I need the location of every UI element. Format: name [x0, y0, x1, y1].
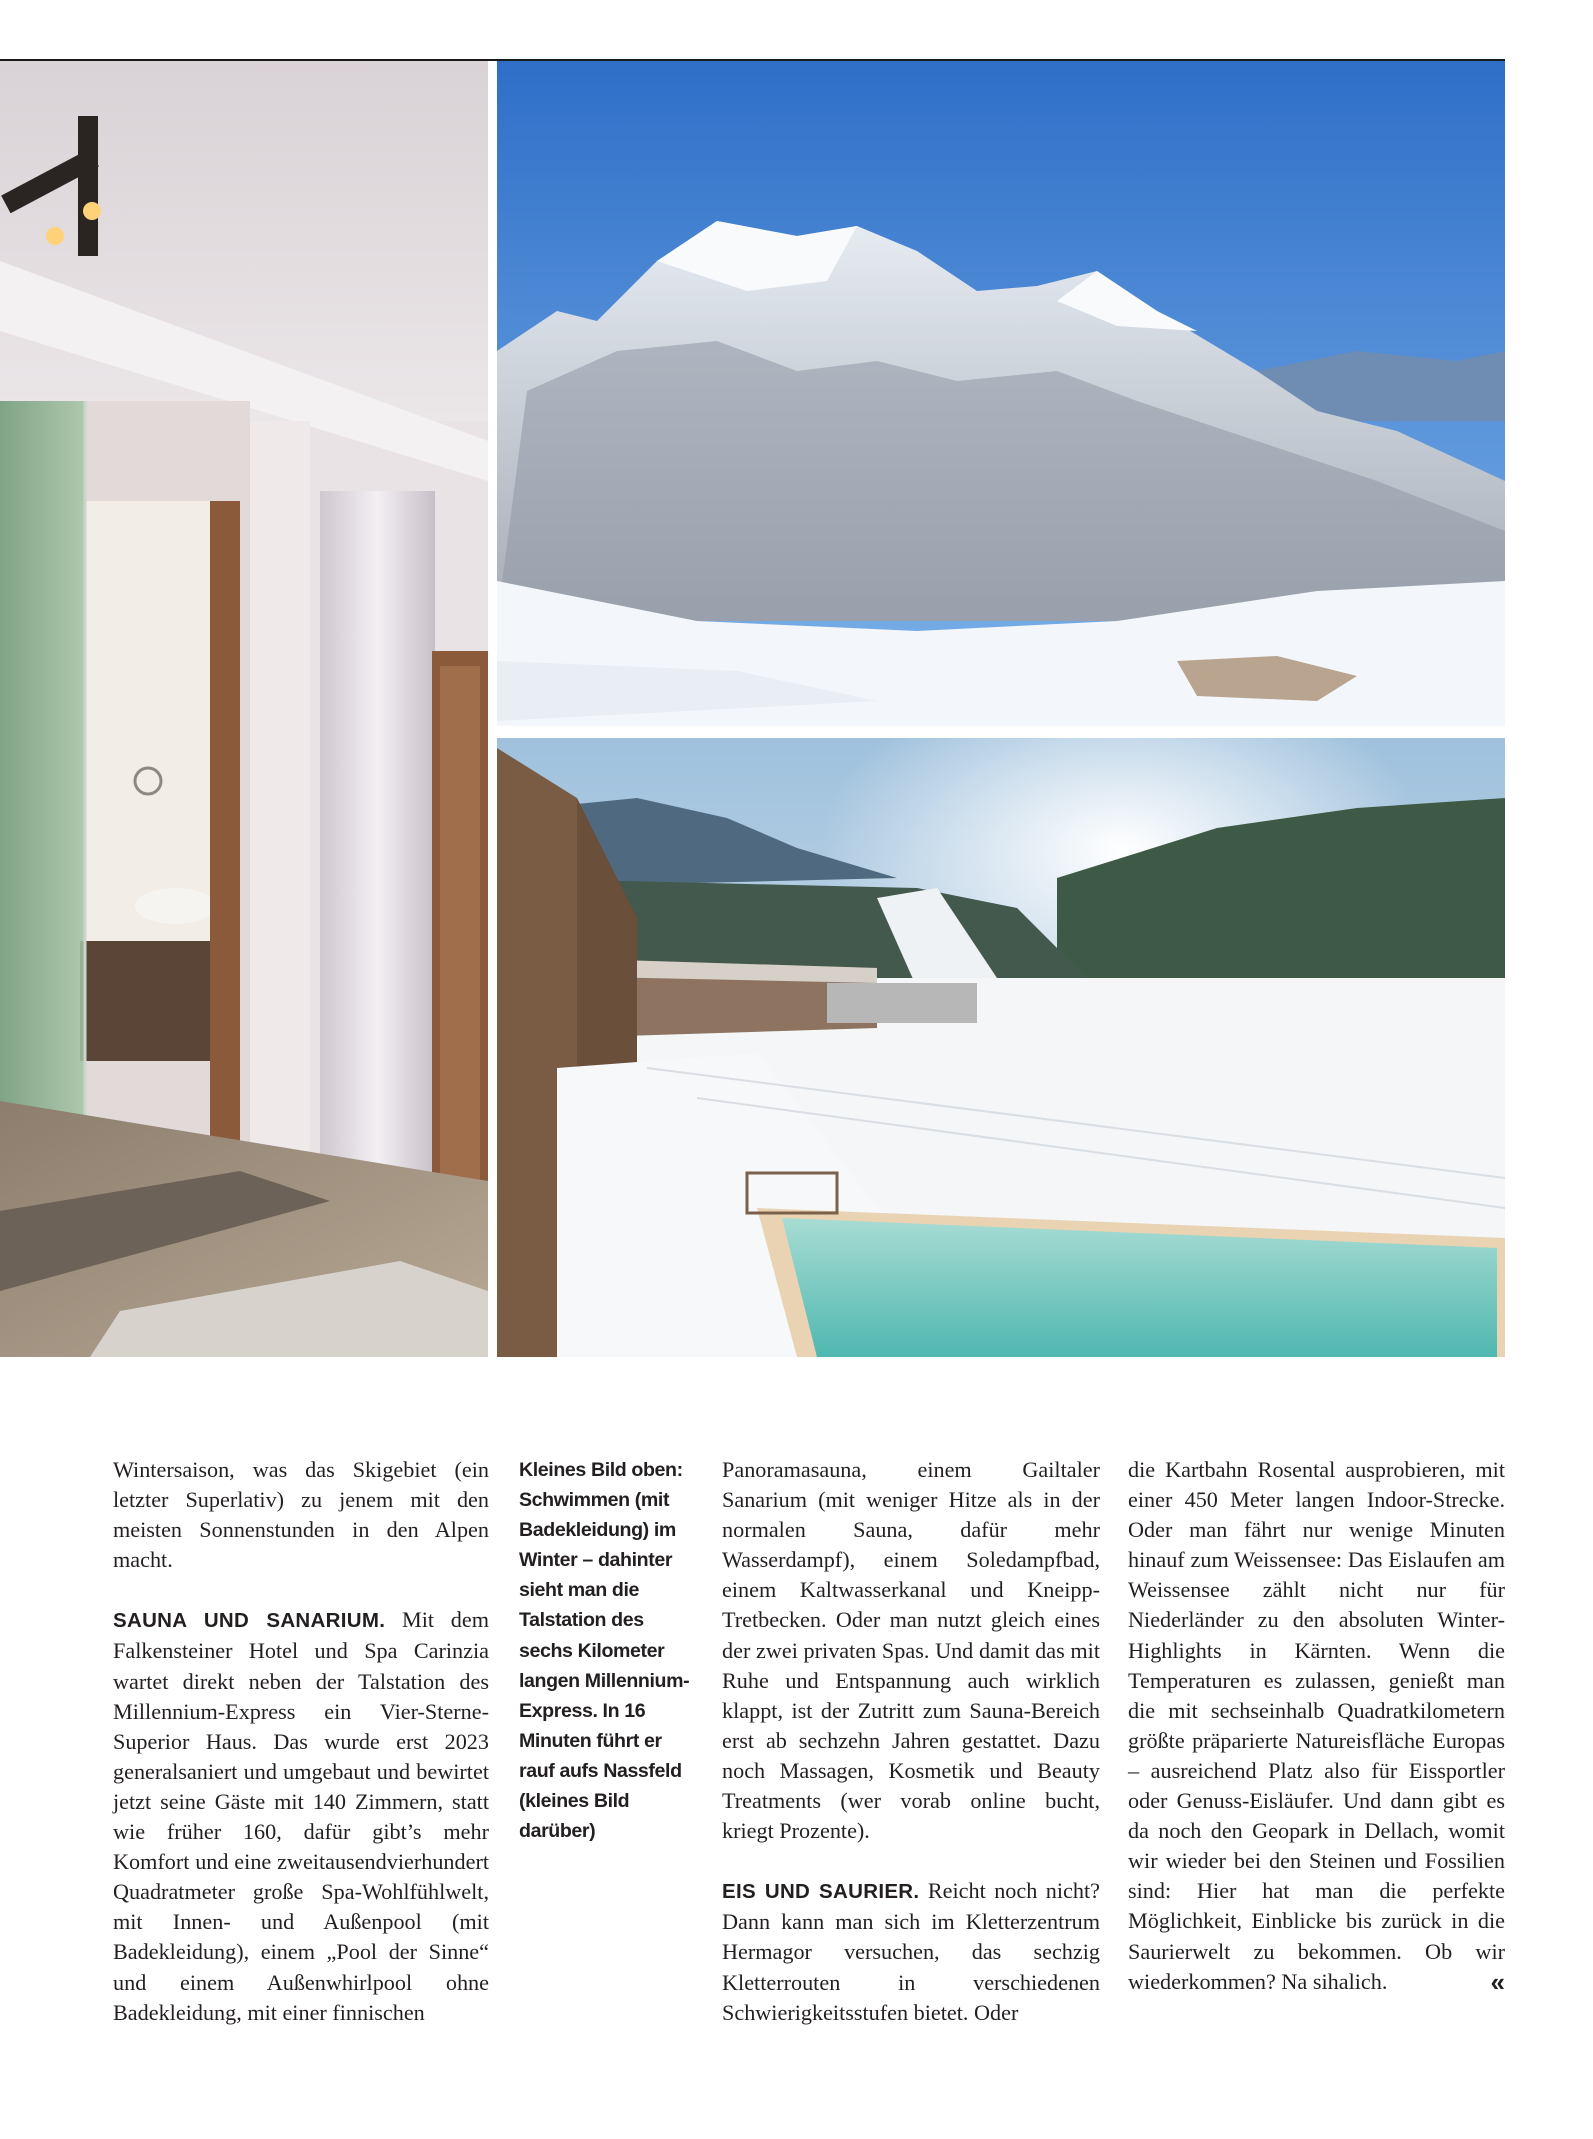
paragraph-kartbahn [1128, 1455, 1505, 1997]
subhead-eis-und-saurier: EIS UND SAURIER. [722, 1880, 920, 1904]
article-column-3 [722, 1455, 1100, 2028]
photo-snowy-mountain [497, 61, 1505, 726]
paragraph-eis [722, 1876, 1100, 2027]
paragraph-sauna [113, 1605, 489, 2027]
article-column-4 [1128, 1455, 1505, 1997]
end-of-article-mark: « [1490, 1966, 1505, 1997]
paragraph-sauna-text: Mit dem Falkensteiner Hotel und Spa Carinzia wartet direkt neben der Talstation des Millennium-Express ein Vier-Sterne-Superior Haus. Das wurde erst 2023 generalsaniert und umgebaut und bewirtet jetzt seine Gäste mit 140 Zimmern, statt wie früher 160, dafür gibt’s mehr Komfort und eine zweitausendvierhundert Quadratmeter große Spa-Wohlfühlwelt, mit Innen- und Außenpool (mit Badekleidung), einem „Pool der Sinne“ und einem Außenwhirlpool ohne Badekleidung, mit einer finnischen [113, 1607, 489, 2025]
paragraph-wintersaison: Wintersaison, was das Skigebiet (ein letzter Superlativ) zu jenem mit den meisten Sonnenstunden in den Alpen macht. [113, 1457, 489, 1573]
article-column-1 [113, 1455, 489, 2028]
paragraph-panoramasauna: Panoramasauna, einem Gailtaler Sanarium (mit weniger Hitze als in der normalen Sauna, dafür mehr Wasserdampf), einem Soledampfbad, einem Kaltwasserkanal und Kneipp-Tretbecken. Oder man nutzt gleich eines der zwei privaten Spas. Und damit das mit Ruhe und Entspannung auch wirklich klappt, ist der Zutritt zum Sauna-Bereich erst ab sechzehn Jahren gestattet. Dazu noch Massagen, Kosmetik und Beauty Treatments (wer vorab online bucht, kriegt Prozente). [722, 1457, 1100, 1844]
photo-spa-resort-winter [497, 738, 1505, 1357]
photo-caption: Kleines Bild oben: Schwimmen (mit Badekleidung) im Winter – dahinter sieht man die Talstation des sechs Kilometer langen Millennium-Express. In 16 Minuten führt er rauf aufs Nassfeld (kleines Bild darüber) [519, 1459, 690, 1843]
paragraph-eis-text: Reicht noch nicht? Dann kann man sich im Kletterzentrum Hermagor versuchen, das sechzig Kletterrouten in verschiedenen Schwierigkeitsstufen bietet. Oder [722, 1878, 1100, 2025]
paragraph-kartbahn-text: die Kartbahn Rosental ausprobieren, mit einer 450 Meter langen Indoor-Strecke. Oder man fährt nur wenige Minuten hinauf zum Weissensee: Das Eislaufen am Weissensee zählt nicht nur für Niederländer zu den absoluten Winter-Highlights in Kärnten. Wenn die Temperaturen es zulassen, genießt man die mit sechseinhalb Quadratkilometern größte präparierte Natureisfläche Europas – ausreichend Platz also für Eissportler oder Genuss-Eisläufer. Und dann gibt es da noch den Geopark in Dellach, womit wir wieder bei den Steinen und Fossilien sind: Hier hat man die perfekte Möglichkeit, Einblicke bis zurück in die Saurierwelt zu bekommen. Ob wir wiederkommen? Na sihalich. [1128, 1457, 1505, 1994]
photo-hotel-bathroom [0, 61, 488, 1357]
subhead-sauna-und-sanarium: SAUNA UND SANARIUM. [113, 1609, 386, 1633]
